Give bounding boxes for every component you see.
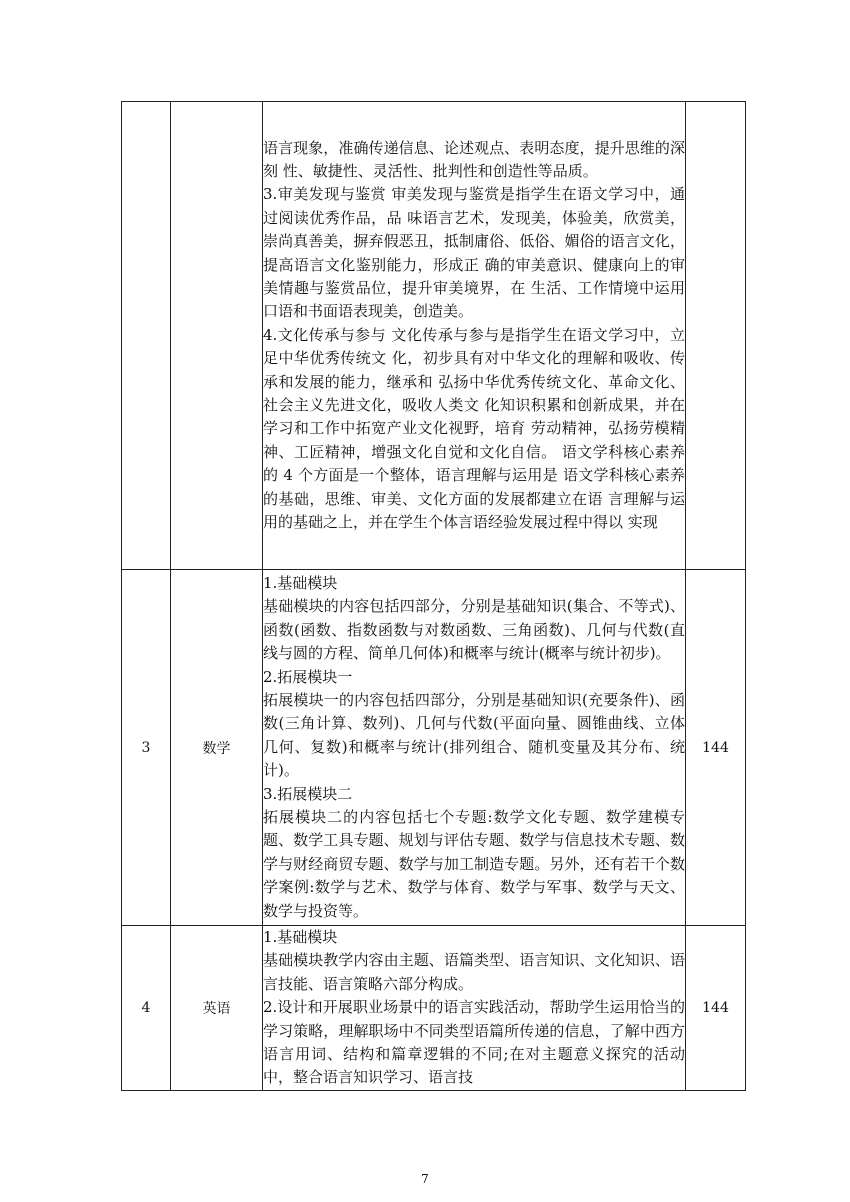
content-paragraph: 3.审美发现与鉴赏 审美发现与鉴赏是指学生在语文学习中，通过阅读优秀作品，品 味语言艺术，发现美，体验美，欣赏美，崇尚真善美，摒弃假恶丑，抵制庸俗、低俗、媚俗的语言文化，提高语言文化鉴别能力，形成正 确的审美意识、健康向上的审美情趣与鉴赏品位，提升审美境界，在 生活、工作情境中运用口语和书面语表现美，创造美。: [263, 185, 685, 321]
course-hours: [686, 102, 746, 570]
content-paragraph: 语言现象，准确传递信息、论述观点、表明态度，提升思维的深刻 性、敏捷性、灵活性、批判性和创造性等品质。: [263, 138, 685, 180]
course-content: [263, 102, 686, 570]
content-paragraph: 2.设计和开展职业场景中的语言实践活动，帮助学生运用恰当的学习策略，理解职场中不同类型语篇所传递的信息，了解中西方语言用词、结构和篇章逻辑的不同;在对主题意义探究的活动中，整合语言知识学习、语言技: [263, 998, 685, 1087]
table-row: [122, 926, 746, 1091]
course-number: 4: [122, 926, 171, 1091]
course-hours: 144: [686, 926, 746, 1091]
course-table: [121, 101, 746, 1091]
content-paragraph: 4.文化传承与参与 文化传承与参与是指学生在语文学习中，立足中华优秀传统文 化，初步具有对中华文化的理解和吸收、传承和发展的能力，继承和 弘扬中华优秀传统文化、革命文化、社会主义先进文化，吸收人类文 化知识积累和创新成果，并在学习和工作中拓宽产业文化视野，培育 劳动精神，弘扬劳模精神、工匠精神，增强文化自觉和文化自信。 语文学科核心素养的 4 个方面是一个整体，语言理解与运用是 语文学科核心素养的基础，思维、审美、文化方面的发展都建立在语 言理解与运用的基础之上，并在学生个体言语经验发展过程中得以 实现: [263, 325, 685, 532]
content-heading: 3.拓展模块二: [263, 784, 353, 803]
course-name: 英语: [171, 926, 263, 1091]
content-heading: 1.基础模块: [263, 928, 338, 946]
course-name: [171, 102, 263, 570]
course-name: 数学: [171, 570, 263, 926]
course-content: [263, 926, 686, 1091]
course-hours: 144: [686, 570, 746, 926]
table-row: [122, 570, 746, 926]
course-content: [263, 570, 686, 926]
content-heading: 1.基础模块: [263, 573, 338, 592]
table-row: [122, 102, 746, 570]
content-paragraph: 拓展模块一的内容包括四部分，分别是基础知识(充要条件)、函数(三角计算、数列)、几何与代数(平面向量、圆锥曲线、立体几何、复数)和概率与统计(排列组合、随机变量及其分布、统计)。: [263, 690, 685, 780]
course-number: [122, 102, 171, 570]
content-paragraph: 拓展模块二的内容包括七个专题:数学文化专题、数学建模专题、数学工具专题、规划与评估专题、数学与信息技术专题、数学与财经商贸专题、数学与加工制造专题。另外，还有若干个数学案例:数学与艺术、数学与体育、数学与军事、数学与天文、数学与投资等。: [263, 808, 685, 920]
content-heading: 2.拓展模块一: [263, 667, 353, 686]
content-paragraph: 基础模块的内容包括四部分，分别是基础知识(集合、不等式)、函数(函数、指数函数与对数函数、三角函数)、几何与代数(直线与圆的方程、简单几何体)和概率与统计(概率与统计初步)。: [263, 597, 685, 663]
content-paragraph: 基础模块教学内容由主题、语篇类型、语言知识、文化知识、语言技能、语言策略六部分构成。: [263, 951, 685, 993]
page-number: 7: [421, 1172, 429, 1186]
course-number: 3: [122, 570, 171, 926]
